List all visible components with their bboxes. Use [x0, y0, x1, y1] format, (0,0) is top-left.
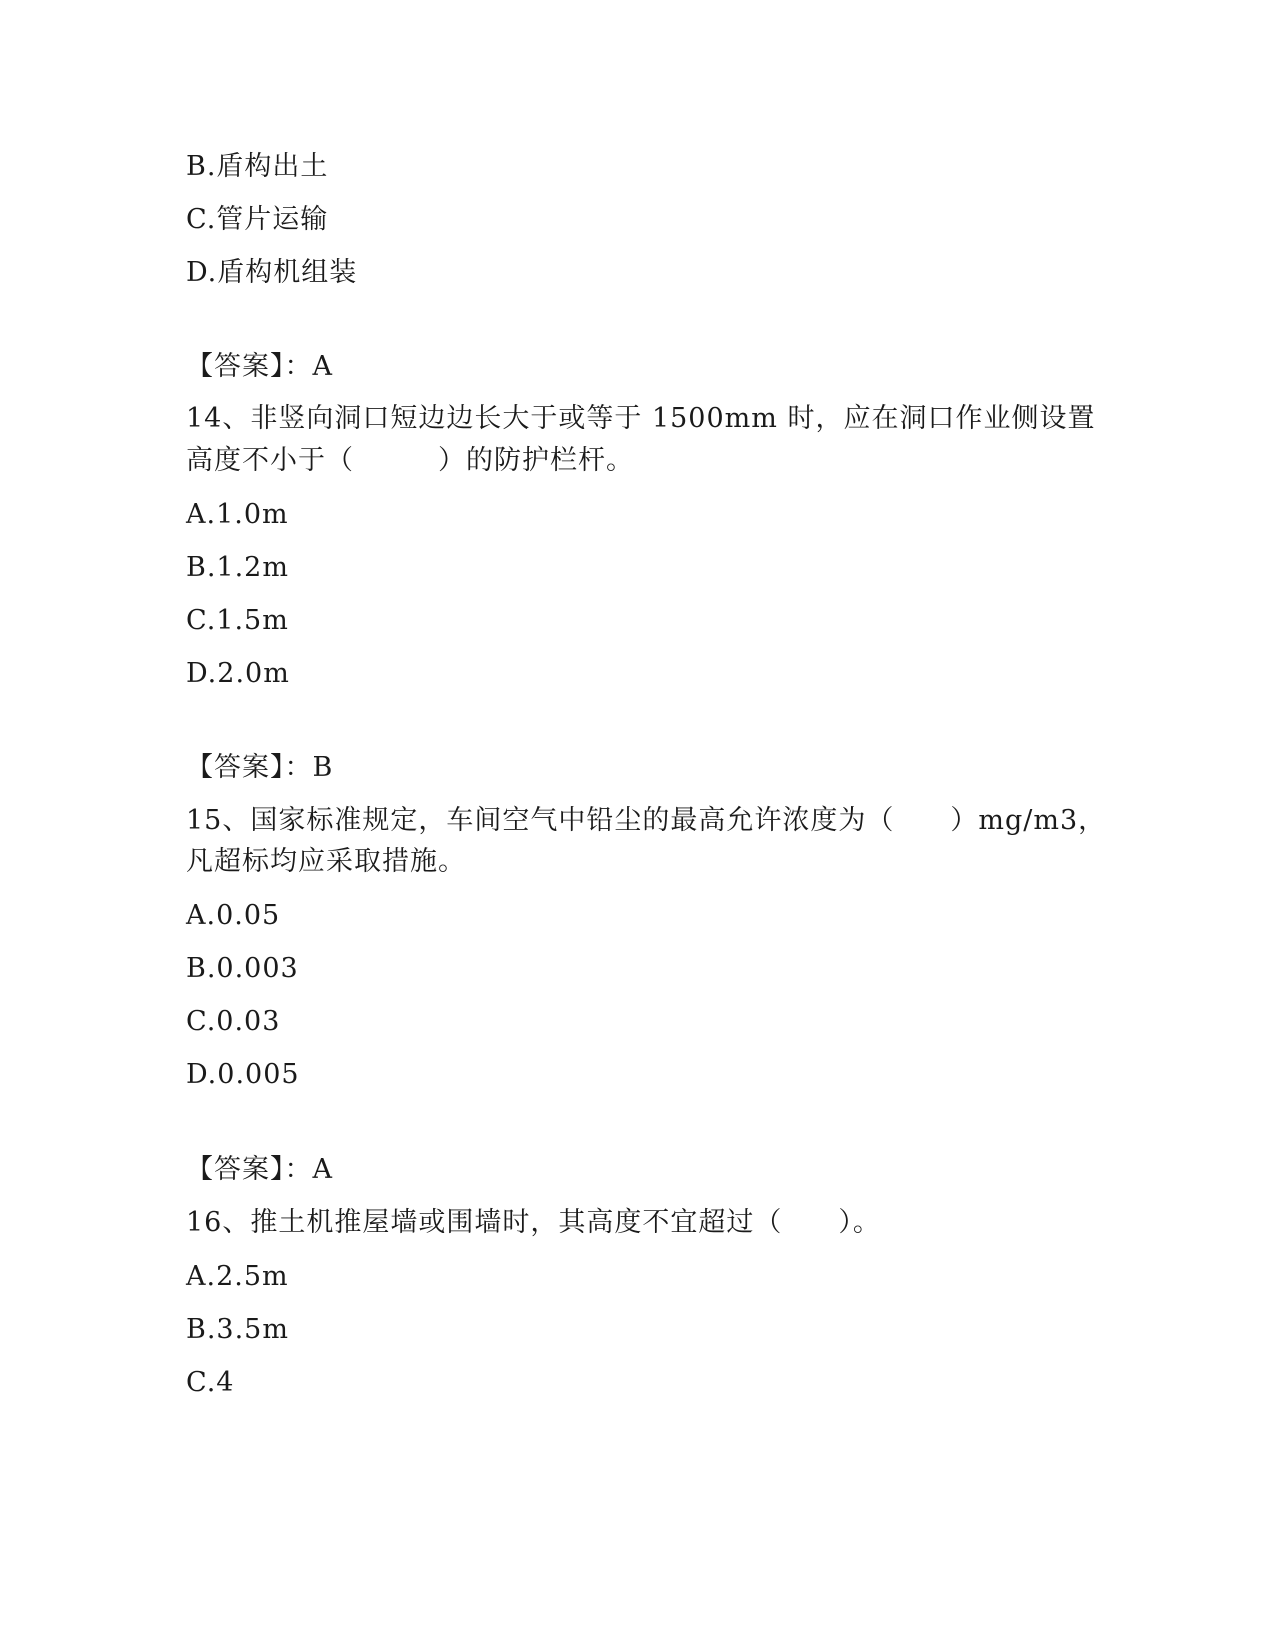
- option-c: C.1.5m: [186, 605, 289, 636]
- option-c: C.管片运输: [186, 204, 329, 235]
- option-b: B.盾构出土: [186, 151, 329, 182]
- option-b: B.1.2m: [186, 552, 289, 583]
- option-d: D.盾构机组装: [186, 257, 358, 288]
- question-stem: 14、非竖向洞口短边边长大于或等于 1500mm 时，应在洞口作业侧设置: [186, 403, 1096, 434]
- answer-line: 【答案】：B: [186, 752, 334, 783]
- option-b: B.0.003: [186, 953, 299, 984]
- option-c: C.4: [186, 1367, 235, 1398]
- question-stem: 16、推土机推屋墙或围墙时，其高度不宜超过（ ）。: [186, 1207, 881, 1238]
- option-b: B.3.5m: [186, 1314, 289, 1345]
- option-a: A.0.05: [186, 900, 281, 931]
- option-a: A.2.5m: [186, 1261, 289, 1292]
- question-stem: 凡超标均应采取措施。: [186, 846, 466, 877]
- answer-line: 【答案】：A: [186, 1154, 333, 1185]
- answer-line: 【答案】：A: [186, 351, 333, 382]
- option-d: D.2.0m: [186, 658, 290, 689]
- question-stem: 高度不小于（ ）的防护栏杆。: [186, 445, 634, 476]
- option-d: D.0.005: [186, 1059, 300, 1090]
- option-a: A.1.0m: [186, 499, 289, 530]
- question-stem: 15、国家标准规定，车间空气中铅尘的最高允许浓度为（ ）mg/m3，: [186, 805, 1107, 836]
- option-c: C.0.03: [186, 1006, 281, 1037]
